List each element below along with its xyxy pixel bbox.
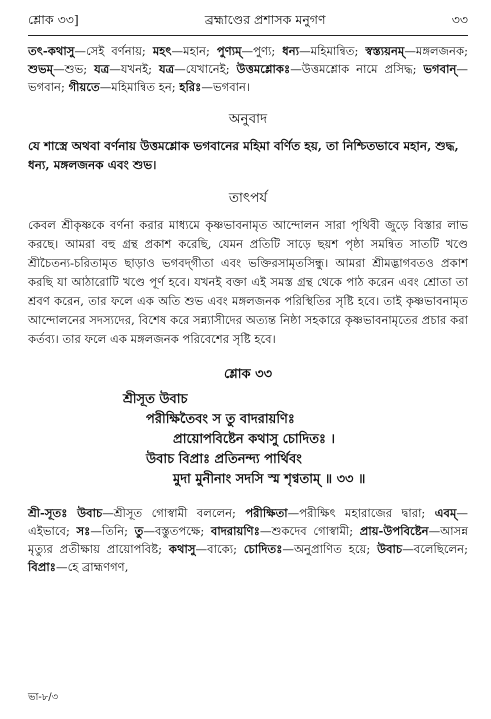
word-term: তু <box>134 524 144 538</box>
word-meaning: —মঙ্গলজনক; <box>404 44 468 58</box>
word-term: ধন্য <box>282 44 300 58</box>
word-meanings-top <box>28 42 468 96</box>
footer-signature: ভা-৮/৩ <box>28 692 59 703</box>
word-meaning: —উত্তমশ্লোক নামে প্রসিদ্ধ; <box>290 62 424 76</box>
word-term: শুভম্ <box>28 62 54 76</box>
verse-line: শ্রীসূত উবাচ <box>123 392 188 407</box>
word-term: যত্র <box>94 62 110 76</box>
word-meaning: —পুণ্য; <box>241 44 283 58</box>
word-meaning: —আসন্ন মৃত্যুর প্রতীক্ষায় প্রায়োপবিষ্ট; <box>28 524 468 556</box>
word-meaning: —যখনই; <box>109 62 159 76</box>
word-term: শ্রী-সূতঃ উবাচ <box>28 506 103 520</box>
word-term: পরীক্ষিতা <box>245 506 288 520</box>
word-meaning: —ভগবান। <box>201 80 251 94</box>
word-meaning: —বাক্যে; <box>195 542 244 556</box>
word-meaning: —বলেছিলেন; <box>402 542 468 556</box>
page <box>28 12 468 588</box>
word-term: বাদরায়ণিঃ <box>210 524 260 538</box>
word-meaning: —হে ব্রাহ্মণগণ, <box>55 560 129 574</box>
verse-number: শ্লোক ৩৩ <box>223 367 273 382</box>
word-term: পুণ্যম্ <box>216 44 242 58</box>
verse-line: মুদা মুনীনাং সদসি স্ম শৃণ্বতাম্ ॥ ৩৩ ॥ <box>173 472 366 487</box>
verse-line: প্রায়োপবিষ্টেন কথাসু চোদিতঃ । <box>173 432 336 447</box>
word-term: সঃ <box>76 524 91 538</box>
verse-line: উবাচ বিপ্রাঃ প্রতিনন্দ্য পার্থিবং <box>146 452 302 467</box>
header-verse-ref: শ্লোক ৩৩] <box>28 12 79 27</box>
word-meaning: —তিনি; <box>90 524 135 538</box>
word-meaning: —এইভাবে; <box>28 506 468 538</box>
word-meaning: —শ্রীসূত গোস্বামী বললেন; <box>102 506 246 520</box>
word-meaning: —বস্তুতপক্ষে; <box>143 524 211 538</box>
word-meaning: —পরীক্ষিৎ মহারাজের দ্বারা; <box>287 506 435 520</box>
word-term: ভগবান্ <box>423 62 457 76</box>
word-meaning: —মহিমান্বিত; <box>299 44 366 58</box>
word-term: এবম্ <box>434 506 457 520</box>
word-term: হরিঃ <box>179 80 202 94</box>
word-term: বিপ্রাঃ <box>28 560 56 574</box>
word-term: যত্র <box>158 62 175 76</box>
word-term: উবাচ <box>377 542 403 556</box>
word-meaning: —মহিমান্বিত হন; <box>99 80 180 94</box>
header-page-number: ৩৩ <box>451 12 468 27</box>
word-meaning: —শুকদেব গোস্বামী; <box>259 524 360 538</box>
word-meaning: —ভগবান; <box>28 62 468 94</box>
word-term: গীয়তে <box>68 80 100 94</box>
word-meanings-bottom <box>28 504 468 576</box>
word-term: তৎ-কথাসু <box>28 44 75 58</box>
verse-line: পরীক্ষিতৈবং স তু বাদরায়ণিঃ <box>146 412 295 427</box>
word-term: মহৎ <box>152 44 172 58</box>
word-meaning: —শুভ; <box>53 62 95 76</box>
purport-text: কেবল শ্রীকৃষ্ণকে বর্ণনা করার মাধ্যমে কৃষ্ণভাবনামৃত আন্দোলন সারা পৃথিবী জুড়ে বিস্তার লাভ করছে। আমরা বহু গ্রন্থ প্রকাশ করেছি, যেমন প্রতিটি সাড়ে ছয়শ পৃষ্ঠা সমন্বিত সাতটি খণ্ডে শ্রীচৈতন্য-চরিতামৃত ছাড়াও ভগবদ্‌গীতা এবং ভক্তিরসামৃতসিন্ধু। আমরা শ্রীমদ্ভাগবতও প্রকাশ করছি যা আঠারোটি খণ্ডে পূর্ণ হবে। যখনই বক্তা এই সমস্ত গ্রন্থ থেকে পাঠ করেন এবং শ্রোতা তা শ্রবণ করেন, তার ফলে এক অতি শুভ এবং মঙ্গলজনক পরিস্থিতির সৃষ্টি হবে। তাই কৃষ্ণভাবনামৃত আন্দোলনের সদস্যদের, বিশেষ করে সন্ন্যাসীদের অত্যন্ত নিষ্ঠা সহকারে কৃষ্ণভাবনামৃতের প্রচার করা কর্তব্য। তার ফলে এক মঙ্গলজনক পরিবেশের সৃষ্টি হবে। <box>28 218 468 346</box>
word-meaning: —যেখানেই; <box>174 62 237 76</box>
word-term: কথাসু <box>168 542 196 556</box>
word-meaning: —মহান; <box>171 44 217 58</box>
word-term: প্রায়-উপবিষ্টেন <box>359 524 429 538</box>
word-meaning: —অনুপ্রাণিত হয়ে; <box>282 542 378 556</box>
translation-text: যে শাস্ত্রে অথবা বর্ণনায় উত্তমশ্লোক ভগবানের মহিমা বর্ণিত হয়, তা নিশ্চিতভাবে মহান, শুদ্ধ, ধন্য, মঙ্গলজনক এবং শুভ। <box>28 139 459 172</box>
word-meaning: —সেই বর্ণনায়; <box>74 44 153 58</box>
header-chapter-title: ব্রহ্মাণ্ডের প্রশাসক মনুগণ <box>204 12 326 27</box>
word-term: স্বস্ত্যয়নম্ <box>365 44 405 58</box>
translation-title: অনুবাদ <box>228 111 268 127</box>
purport-title: তাৎপর্য <box>228 190 268 206</box>
word-term: উত্তমশ্লোকঃ <box>236 62 291 76</box>
running-header <box>28 12 468 36</box>
word-term: চোদিতঃ <box>243 542 283 556</box>
